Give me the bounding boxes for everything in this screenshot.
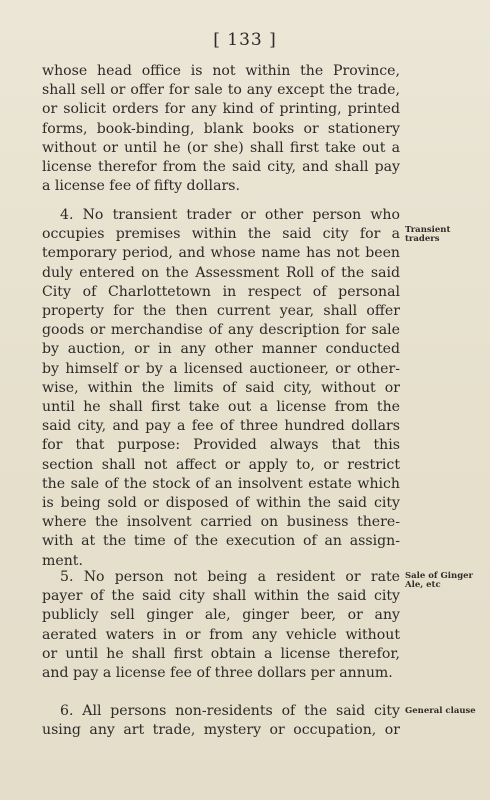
text-line: shall sell or offer for sale to any except the trade, [42, 82, 400, 99]
text-line: ment. [42, 552, 83, 569]
text-line: aerated waters in or from any vehicle without [42, 626, 400, 643]
text-line: payer of the said city shall within the said city [42, 588, 400, 605]
text-line: by auction, or in any other manner conducted [42, 341, 400, 358]
margin-note-line: Sale of Ginger [405, 571, 474, 581]
text-line: or until he shall first obtain a license therefor, [42, 645, 400, 662]
paragraph-4 [42, 206, 400, 571]
text-line: without or until he (or she) shall first take out a [42, 139, 400, 156]
text-line: is being sold or disposed of within the said city [42, 495, 400, 512]
text-line: or solicit orders for any kind of printing, printed [42, 101, 400, 118]
text-line: for that purpose: Provided always that this [42, 437, 400, 454]
text-line: and pay a license fee of three dollars per annum. [42, 665, 393, 682]
margin-note-line: traders [405, 234, 440, 244]
text-line: property for the then current year, shall offer [42, 303, 400, 320]
text-line: where the insolvent carried on business there- [42, 514, 400, 531]
text-line: said city, and pay a fee of three hundred dollars [42, 418, 400, 435]
text-line: section shall not affect or apply to, or restrict [42, 456, 400, 473]
text-line: forms, book-binding, blank books or stationery [42, 120, 400, 137]
margin-note-line: Transient [405, 225, 451, 235]
text-line: using any art trade, mystery or occupation, or [42, 722, 400, 739]
text-line: by himself or by a licensed auctioneer, or other- [42, 360, 400, 377]
text-line: license therefor from the said city, and shall pay [42, 159, 400, 176]
text-line: goods or merchandise of any description for sale [42, 322, 400, 339]
text-line: occupies premises within the said city for a [42, 226, 400, 243]
text-line: 4. No transient trader or other person who [60, 207, 400, 223]
text-line: with at the time of the execution of an assign- [42, 533, 400, 550]
text-line: 5. No person not being a resident or rate [60, 569, 400, 585]
text-line: the sale of the stock of an insolvent estate which [42, 475, 400, 492]
text-line: a license fee of fifty dollars. [42, 178, 240, 195]
margin-note-sale-of-ginger-ale [405, 572, 485, 590]
text-line: whose head office is not within the Province, [42, 63, 400, 79]
page-number: [ 133 ] [213, 30, 277, 50]
text-line: until he shall first take out a license from the [42, 399, 400, 416]
text-line: 6. All persons non-residents of the said city [60, 703, 400, 719]
text-line: temporary period, and whose name has not been [42, 245, 400, 262]
margin-note-general-clause [405, 707, 485, 716]
margin-note-transient-traders [405, 226, 485, 244]
text-line: wise, within the limits of said city, without or [42, 379, 400, 396]
text-line: publicly sell ginger ale, ginger beer, or any [42, 607, 400, 624]
margin-note-line: General clause [405, 706, 476, 716]
text-line: duly entered on the Assessment Roll of the said [42, 264, 400, 281]
paragraph-5 [42, 568, 400, 683]
paragraph-3-continuation [42, 62, 400, 196]
margin-note-line: Ale, etc [405, 580, 441, 590]
text-line: City of Charlottetown in respect of personal [42, 283, 400, 300]
paragraph-6 [42, 702, 400, 740]
